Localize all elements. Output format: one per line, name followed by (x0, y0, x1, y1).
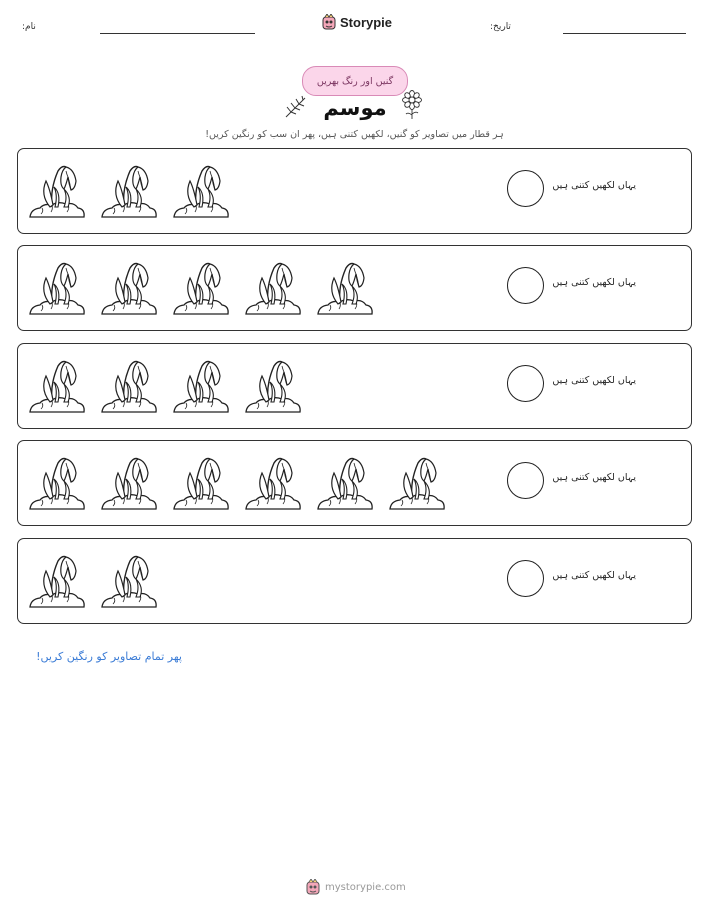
snowdrop-flower-icon (388, 451, 446, 513)
snowdrop-flower-icon (244, 354, 302, 416)
footer (306, 879, 406, 895)
brand-logo (322, 12, 392, 32)
snowdrop-flower-icon (100, 159, 158, 221)
answer-circle[interactable] (507, 560, 544, 597)
snowdrop-flower-icon (28, 159, 86, 221)
flower-group (28, 354, 302, 420)
brand-name: Storypie (340, 14, 393, 30)
flower-group (28, 256, 374, 322)
snowdrop-flower-icon (172, 451, 230, 513)
snowdrop-flower-icon (172, 354, 230, 416)
flower-group (28, 159, 230, 225)
snowdrop-flower-icon (28, 256, 86, 318)
snowdrop-flower-icon (100, 354, 158, 416)
worksheet-title: موسم (323, 96, 387, 120)
snowdrop-flower-icon (28, 549, 86, 611)
storypie-mascot-icon (306, 879, 320, 895)
counting-row-1 (17, 148, 692, 234)
snowdrop-flower-icon (172, 256, 230, 318)
answer-circle[interactable] (507, 365, 544, 402)
daisy-icon (400, 90, 424, 120)
coloring-note: پھر تمام تصاویر کو رنگین کریں! (36, 650, 182, 663)
worksheet-tag: گنیں اور رنگ بھریں (302, 66, 408, 96)
answer-label: یہاں لکھیں کتنی ہیں (552, 472, 636, 483)
answer-label: یہاں لکھیں کتنی ہیں (552, 570, 636, 581)
counting-row-4 (17, 440, 692, 526)
snowdrop-flower-icon (28, 354, 86, 416)
answer-label: یہاں لکھیں کتنی ہیں (552, 277, 636, 288)
snowdrop-flower-icon (172, 159, 230, 221)
date-line[interactable] (563, 33, 686, 34)
answer-label: یہاں لکھیں کتنی ہیں (552, 180, 636, 191)
snowdrop-flower-icon (100, 256, 158, 318)
answer-circle[interactable] (507, 462, 544, 499)
snowdrop-flower-icon (100, 549, 158, 611)
snowdrop-flower-icon (244, 256, 302, 318)
snowdrop-flower-icon (316, 256, 374, 318)
snowdrop-flower-icon (28, 451, 86, 513)
footer-url[interactable]: mystorypie.com (325, 881, 406, 893)
snowdrop-flower-icon (100, 451, 158, 513)
flower-group (28, 451, 446, 517)
name-line[interactable] (100, 33, 255, 34)
snowdrop-flower-icon (244, 451, 302, 513)
answer-circle[interactable] (507, 170, 544, 207)
date-label: تاریخ: (490, 22, 511, 32)
flower-group (28, 549, 158, 615)
instruction-text: ہر قطار میں تصاویر کو گنیں، لکھیں کتنی ہیں، پھر ان سب کو رنگین کریں! (205, 129, 504, 140)
answer-circle[interactable] (507, 267, 544, 304)
counting-row-5 (17, 538, 692, 624)
snowdrop-flower-icon (316, 451, 374, 513)
storypie-mascot-icon (322, 14, 336, 30)
counting-row-3 (17, 343, 692, 429)
counting-row-2 (17, 245, 692, 331)
answer-label: یہاں لکھیں کتنی ہیں (552, 375, 636, 386)
name-label: نام: (22, 22, 36, 32)
